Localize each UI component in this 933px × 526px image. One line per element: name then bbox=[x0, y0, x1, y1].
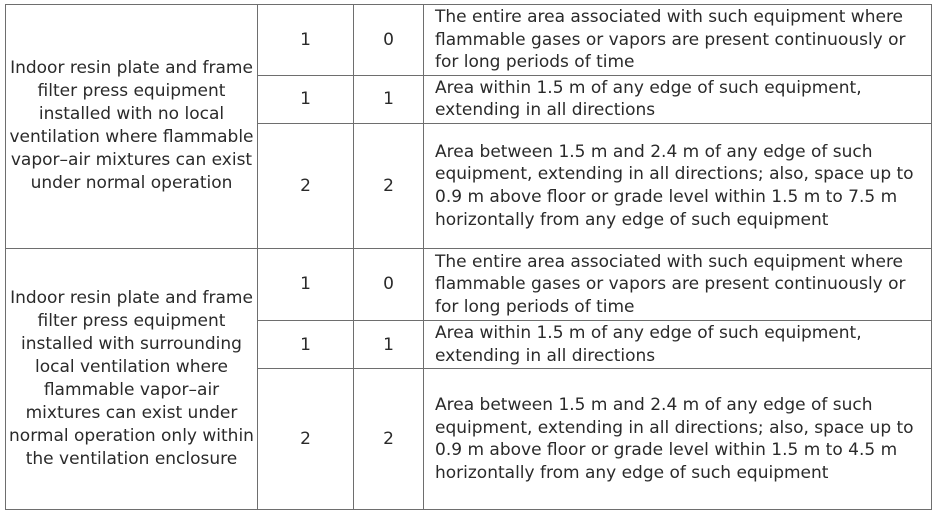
extent-cell: Area within 1.5 m of any edge of such equipment, extending in all directions bbox=[424, 320, 932, 368]
extent-cell: The entire area associated with such equipment where flammable gases or vapors are present continuously or for long periods of time bbox=[424, 5, 932, 76]
division-cell: 1 bbox=[258, 320, 354, 368]
zone-cell: 1 bbox=[354, 320, 424, 368]
extent-cell: Area between 1.5 m and 2.4 m of any edge of such equipment, extending in all directions; also, space up to 0.9 m above floor or grade level within 1.5 m to 4.5 m horizontally from any edge of such equipment bbox=[424, 369, 932, 510]
extent-cell: Area between 1.5 m and 2.4 m of any edge of such equipment, extending in all directions; also, space up to 0.9 m above floor or grade level within 1.5 m to 7.5 m horizontally from any edge of such equipment bbox=[424, 123, 932, 248]
division-cell: 1 bbox=[258, 5, 354, 76]
zone-cell: 2 bbox=[354, 369, 424, 510]
extent-cell: Area within 1.5 m of any edge of such equipment, extending in all directions bbox=[424, 75, 932, 123]
location-text: Indoor resin plate and frame filter press equipment installed with surrounding local ventilation where flammable vapor–air mixtures can exist under normal operation only within the ventilation enclosure bbox=[9, 288, 254, 470]
zone-cell: 1 bbox=[354, 75, 424, 123]
division-cell: 1 bbox=[258, 248, 354, 320]
table-row bbox=[6, 5, 932, 76]
table-row bbox=[6, 248, 932, 320]
division-cell: 2 bbox=[258, 123, 354, 248]
zone-cell: 0 bbox=[354, 248, 424, 320]
location-text: Indoor resin plate and frame filter press equipment installed with no local ventilation where flammable vapor–air mixtures can exist under normal operation bbox=[9, 58, 254, 194]
location-cell bbox=[6, 248, 258, 509]
zone-cell: 0 bbox=[354, 5, 424, 76]
zone-cell: 2 bbox=[354, 123, 424, 248]
extent-cell: The entire area associated with such equipment where flammable gases or vapors are present continuously or for long periods of time bbox=[424, 248, 932, 320]
division-cell: 1 bbox=[258, 75, 354, 123]
location-cell bbox=[6, 5, 258, 249]
division-cell: 2 bbox=[258, 369, 354, 510]
classification-table bbox=[5, 4, 932, 510]
